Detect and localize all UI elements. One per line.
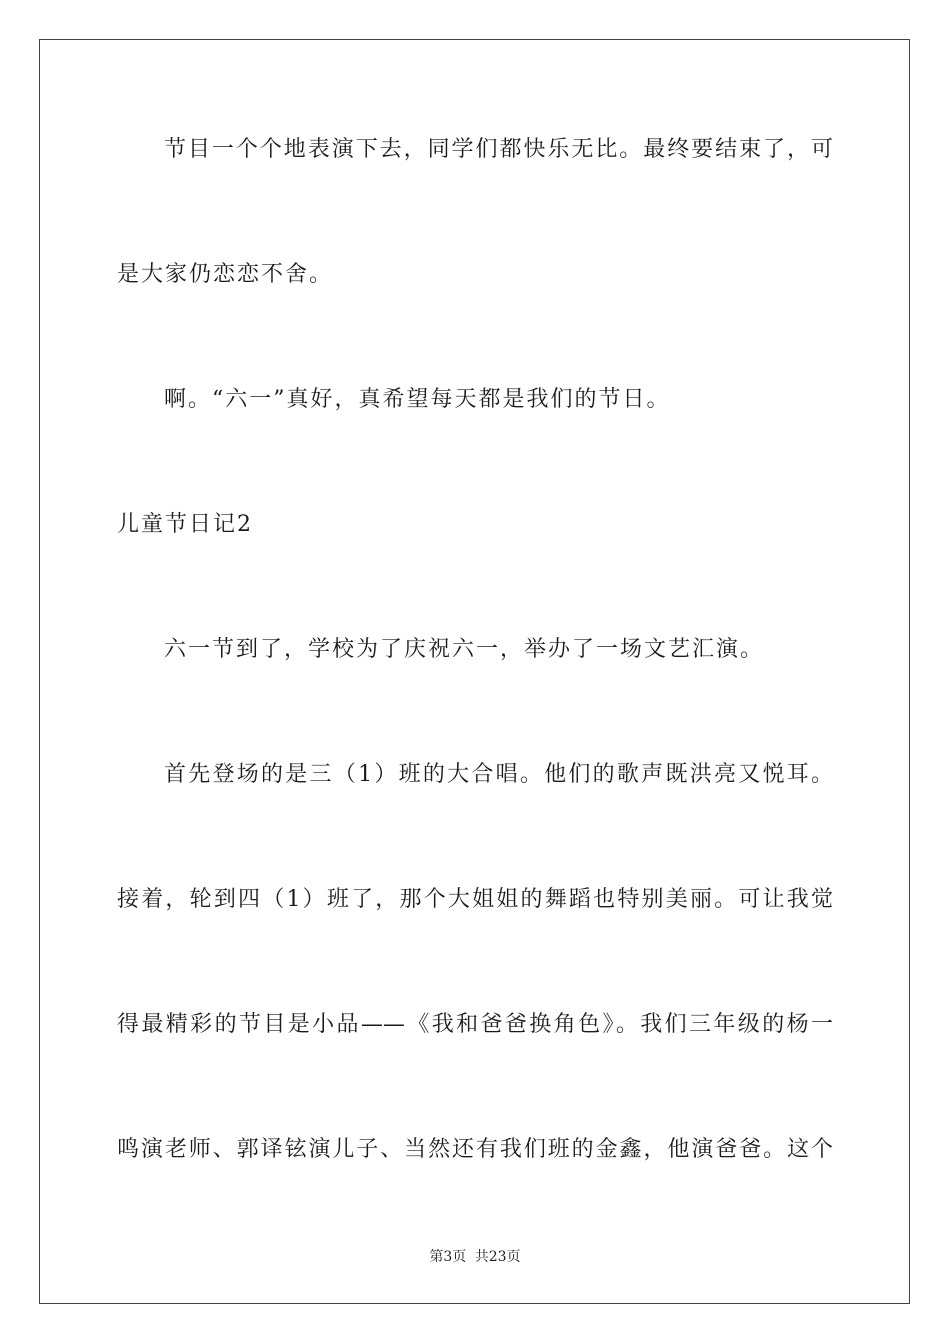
total-pages: 共23页 [474,1249,521,1265]
paragraph-line: 接着，轮到四（1）班了，那个大姐姐的舞蹈也特别美丽。可让我觉 [117,887,833,912]
paragraph-line: 鸣演老师、郭译铉演儿子、当然还有我们班的金鑫，他演爸爸。这个 [117,1137,833,1162]
page-footer [0,1248,950,1266]
paragraph-line: 是大家仍恋恋不舍。 [117,262,334,287]
paragraph-line: 节目一个个地表演下去，同学们都快乐无比。最终要结束了，可 [164,137,833,162]
paragraph-line: 六一节到了，学校为了庆祝六一，举办了一场文艺汇演。 [164,637,765,662]
section-heading: 儿童节日记2 [117,512,253,537]
paragraph-line: 得最精彩的节目是小品——《我和爸爸换角色》。我们三年级的杨一 [117,1012,833,1037]
paragraph-line: 首先登场的是三（1）班的大合唱。他们的歌声既洪亮又悦耳。 [164,762,833,787]
paragraph-line: 啊。“六一”真好，真希望每天都是我们的节日。 [164,387,671,412]
page-border [39,39,910,1304]
page-number: 第3页 [429,1249,467,1265]
